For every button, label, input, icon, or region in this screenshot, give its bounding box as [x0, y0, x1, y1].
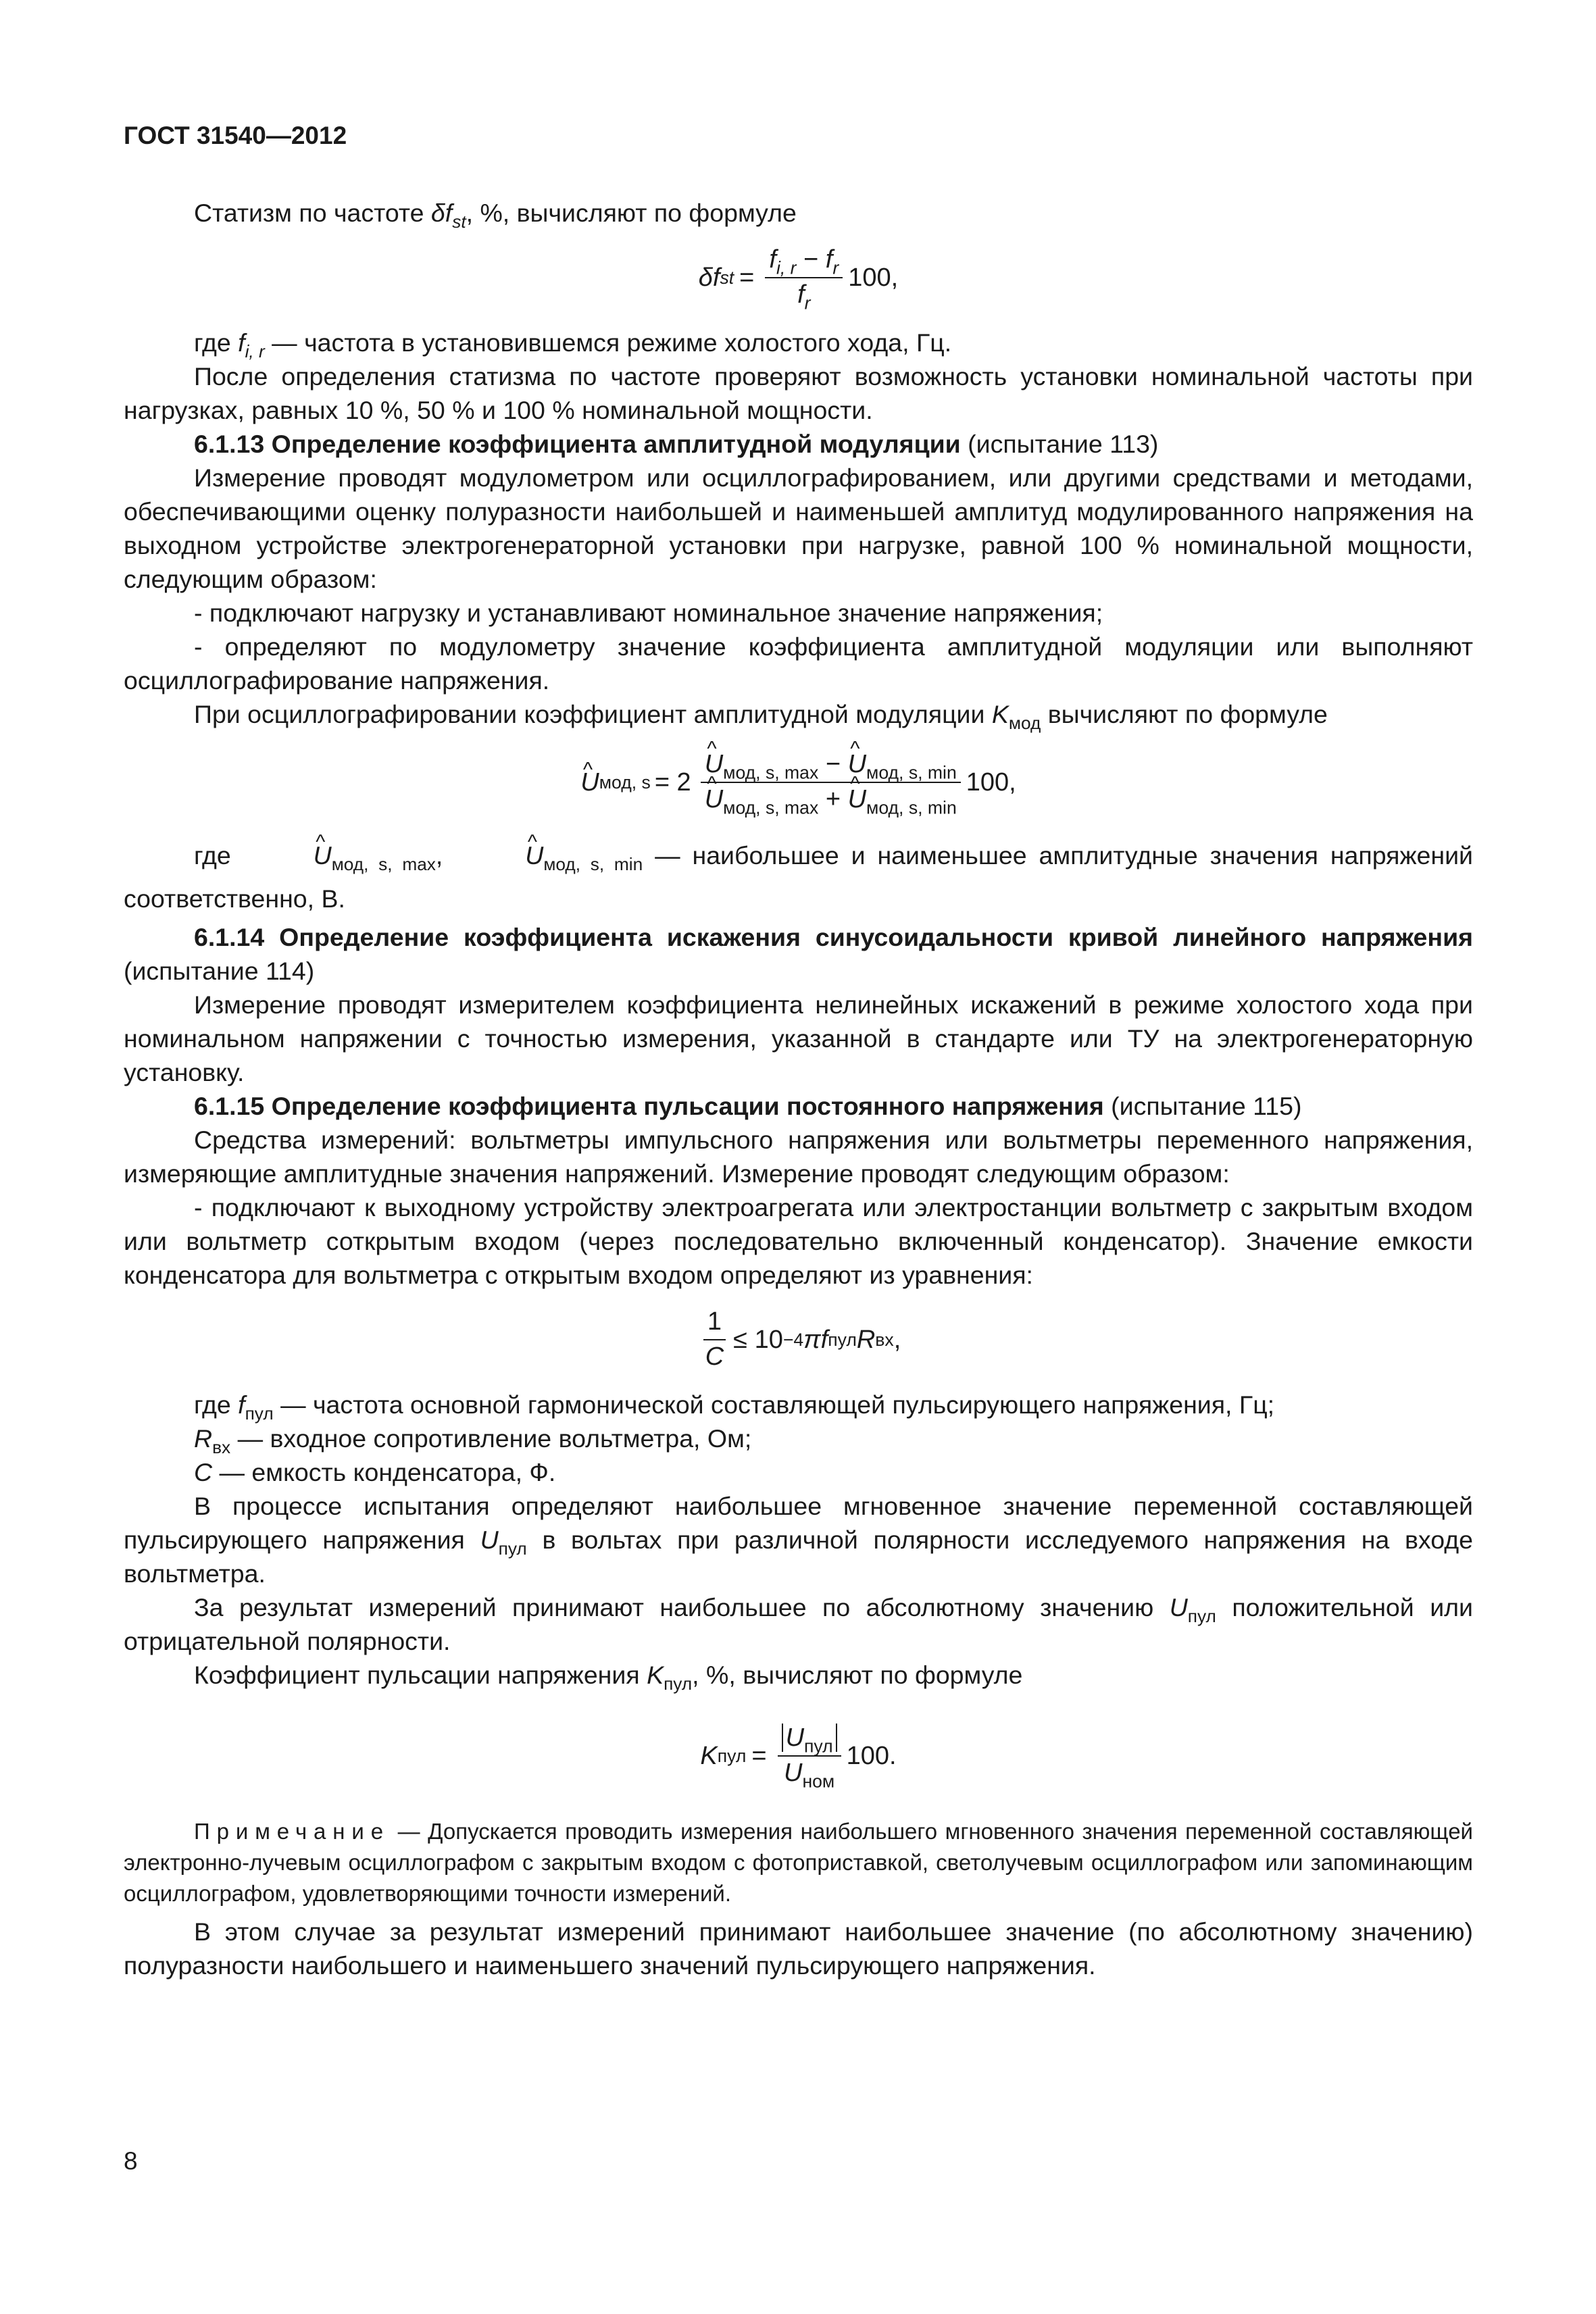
denominator: [780, 1757, 839, 1792]
subscript: вх: [212, 1437, 231, 1458]
symbol: ^ U: [848, 786, 866, 814]
text: где: [194, 841, 243, 870]
list-item-connect-load: - подключают нагрузку и устанавливают номинальное значение напряжения;: [194, 599, 1103, 627]
subscript: пул: [1187, 1606, 1216, 1627]
text: При осциллографировании коэффициент амплитудной модуляции: [194, 700, 992, 728]
symbol: R: [194, 1424, 213, 1453]
symbol: f: [825, 245, 833, 274]
paragraph-oscillography: [124, 697, 1473, 734]
formula-capacitance: $\frac{1}{C}$ ≤ 10 −4 π f пул R вх ,: [124, 1303, 1473, 1377]
numerator: [765, 246, 843, 278]
subscript: st: [452, 211, 466, 232]
symbol: f: [797, 280, 805, 309]
fraction: [701, 1308, 728, 1372]
subscript: пул: [804, 1736, 833, 1757]
symbol: ^ U: [455, 834, 543, 877]
text: — наибольшее и наименьшее амплитудные значения напряжений соответственно, В.: [124, 841, 1473, 913]
formula-lhs: K: [700, 1742, 718, 1770]
inequality: ≤ 10: [733, 1326, 783, 1354]
paragraph-after-statism: После определения статизма по частоте проверяют возможность установки номинальной частоты при нагрузках, равных 10 %, 50 % и 100 % номинальной мощности.: [124, 362, 1473, 424]
text: — емкость конденсатора, Ф.: [212, 1458, 556, 1486]
text: Статизм по частоте: [194, 199, 431, 227]
formula-lhs: δf: [698, 263, 720, 292]
text: В процессе испытания определяют наибольшее мгновенное значение переменной составляющей пульсирующего напряжения: [124, 1492, 1473, 1554]
section-6-1-14-heading: [124, 920, 1473, 988]
formula-tail: 100.: [846, 1742, 897, 1770]
formula-tail: ,: [893, 1326, 901, 1354]
symbol: ^ U: [705, 786, 723, 814]
section-6-1-15-heading: [124, 1089, 1473, 1123]
paragraph-modulation-method: Измерение проводят модулометром или осциллографированием, или другими средствами и методами, обеспечивающими оценку полуразности наибольшей и наименьшей амплитуд модулированного напряжения на выходном устройстве электрогенераторной установки при нагрузке, равной 100 % номинальной мощности, следующим образом:: [124, 463, 1473, 593]
symbol: ^ U: [243, 834, 332, 877]
text: За результат измерений принимают наибольшее по абсолютному значению: [194, 1593, 1170, 1621]
subscript: мод, s, min: [866, 762, 957, 783]
operator: −: [818, 750, 848, 779]
page-number: 8: [124, 2147, 138, 2175]
paragraph-result: [124, 1590, 1473, 1658]
formula-lhs: ^ U: [580, 765, 599, 799]
formula-modulation: [124, 742, 1473, 823]
note-text: — Допускается проводить измерения наибольшего мгновенного значения переменной составляющей электронно-лучевым осциллографом с закрытым входом с фотоприставкой, светолучевым осциллографом или запоминающим осциллографом, удовлетворяющими точности измерений.: [124, 1819, 1473, 1906]
text: — частота основной гармонической составляющей пульсирующего напряжения, Гц;: [273, 1390, 1275, 1419]
list-item-connect-voltmeter: - подключают к выходному устройству электроагрегата или электростанции вольтметр с закрытым входом или вольтметр соткрытым входом (через последовательно включенный конденсатор). Значение емкости конденсатора для вольтметра с открытым входом определяют из уравнения:: [124, 1193, 1473, 1289]
subscript: мод, s, max: [723, 762, 819, 783]
fraction: [765, 245, 843, 313]
paragraph-test-procedure: [124, 1489, 1473, 1590]
subscript: мод, s, max: [723, 797, 819, 818]
symbol: ^ U: [848, 751, 866, 779]
subscript-text: мод, s: [599, 772, 651, 793]
equals-sign: =: [751, 1742, 767, 1770]
symbol: C: [194, 1458, 213, 1486]
numerator: [701, 751, 961, 783]
text: , %, вычисляют по формуле: [692, 1661, 1023, 1689]
where-c: [124, 1455, 1473, 1489]
document-body: [124, 196, 1473, 1982]
subscript: r: [804, 293, 811, 313]
test-number: (испытание 114): [124, 957, 315, 985]
subscript: мод, s, max: [331, 854, 436, 875]
symbol: δf: [430, 199, 453, 227]
subscript: i, r: [245, 341, 265, 362]
subscript: i, r: [776, 257, 797, 278]
equals-sign: =: [739, 263, 755, 292]
formula-tail: 100,: [848, 263, 899, 292]
subscript: пул: [664, 1674, 693, 1694]
symbol: f: [238, 328, 245, 357]
operator: +: [818, 785, 848, 813]
paragraph-statism-intro: [124, 196, 1473, 230]
symbol: U: [784, 1759, 803, 1787]
symbol: U: [480, 1526, 499, 1554]
subscript: пул: [245, 1403, 274, 1424]
where-f-pul: [124, 1388, 1473, 1422]
test-number: (испытание 115): [1103, 1092, 1302, 1120]
pi-symbol: π: [803, 1326, 821, 1354]
formula-ripple: K пул = $\frac{U_{пул}}{U_{ном}}$ 100.: [700, 1724, 897, 1792]
note-label: Примечание: [194, 1819, 391, 1844]
operator: −: [796, 245, 826, 274]
paragraph-ripple-coefficient: [124, 1658, 1473, 1692]
text: положительной или отрицательной полярности.: [124, 1593, 1473, 1655]
subscript: пул: [498, 1538, 527, 1559]
paragraph-where-umod: [124, 834, 1473, 920]
symbol: ^ U: [705, 751, 723, 779]
section-title: 6.1.15 Определение коэффициента пульсации постоянного напряжения: [194, 1092, 1104, 1120]
text: в вольтах при различной полярности исследуемого напряжения на входе вольтметра.: [124, 1526, 1473, 1588]
symbol: K: [991, 700, 1009, 728]
symbol: U: [1169, 1593, 1188, 1621]
denominator: [701, 783, 961, 818]
paragraph-distortion-method: Измерение проводят измерителем коэффициента нелинейных искажений в режиме холостого хода при номинальном напряжении с точностью измерения, указанной в стандарте или ТУ на электрогенераторную установку.: [124, 990, 1473, 1086]
subscript: мод, s, min: [866, 797, 957, 818]
denominator: [793, 278, 814, 313]
text: , %, вычисляют по формуле: [466, 199, 797, 227]
symbol: f: [769, 245, 776, 274]
symbol: f: [820, 1326, 828, 1354]
where-r-vx: [124, 1422, 1473, 1458]
formula-statism: δf st = $\frac{f_{i, r} - f_r}{f_r}$ 100,: [698, 245, 899, 313]
text: где: [194, 1390, 239, 1419]
text: — частота в установившемся режиме холостого хода, Гц.: [264, 328, 952, 357]
fraction: [701, 750, 961, 818]
list-item-determine-coefficient: - определяют по модулометру значение коэффициента амплитудной модуляции или выполняют осциллографирование напряжения.: [124, 632, 1473, 695]
note-paragraph: [124, 1816, 1473, 1909]
subscript: мод: [1008, 713, 1041, 734]
text: где: [194, 328, 239, 357]
text: Коэффициент пульсации напряжения: [194, 1661, 647, 1689]
absolute-value: [782, 1724, 837, 1757]
denominator: C: [705, 1342, 724, 1371]
symbol: U: [785, 1724, 805, 1753]
paragraph-final: В этом случае за результат измерений принимают наибольшее значение (по абсолютному значению) полуразности наибольшего и наименьшего значений пульсирующего напряжения.: [124, 1917, 1473, 1980]
paragraph-measuring-instruments: Средства измерений: вольтметры импульсного напряжения или вольтметры переменного напряжения, измеряющие амплитудные значения напряжений. Измерение проводят следующим образом:: [124, 1126, 1473, 1188]
numerator: 1: [703, 1308, 726, 1340]
symbol: K: [647, 1661, 664, 1689]
symbol: R: [856, 1326, 876, 1354]
section-title: 6.1.14 Определение коэффициента искажения синусоидальности кривой линейного напряжения: [194, 923, 1473, 951]
text: ,: [435, 841, 455, 870]
subscript: ном: [802, 1771, 835, 1792]
test-number: (испытание 113): [960, 430, 1159, 458]
fraction: [778, 1724, 841, 1792]
paragraph-where-fir: [124, 326, 1473, 362]
numerator: [778, 1724, 841, 1757]
formula-tail: 100,: [966, 768, 1016, 797]
text: — входное сопротивление вольтметра, Ом;: [230, 1424, 752, 1453]
section-title: 6.1.13 Определение коэффициента амплитудной модуляции: [194, 430, 961, 458]
equals-sign: = 2: [654, 768, 691, 797]
standard-header: ГОСТ 31540—2012: [124, 122, 347, 149]
section-6-1-13-heading: [124, 427, 1473, 461]
symbol: f: [238, 1390, 245, 1419]
text: вычисляют по формуле: [1041, 700, 1328, 728]
subscript: r: [832, 257, 839, 278]
subscript: мод, s, min: [543, 854, 643, 875]
